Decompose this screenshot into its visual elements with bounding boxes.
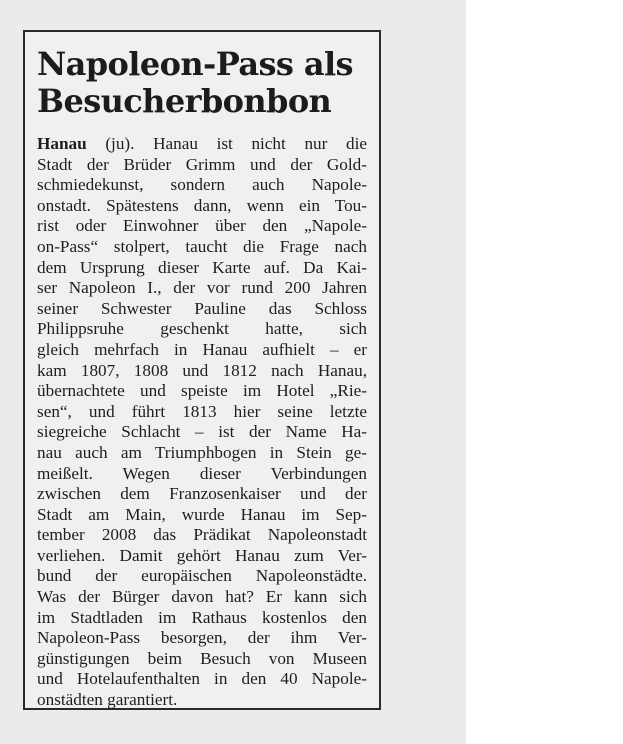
body-line: rist oder Einwohner über den „Napole- [37,216,367,236]
body-line: Stadt der Brüder Grimm und der Gold- [37,154,367,174]
headline-line: Napoleon-Pass als [37,45,353,83]
body-line: Philippsruhe geschenkt hatte, sich [37,319,367,339]
body-line: meißelt. Wegen dieser Verbindungen [37,463,367,483]
body-line: sen“, und führt 1813 hier seine letzte [37,401,367,421]
body-line: Stadt am Main, wurde Hanau im Sep- [37,504,367,524]
body-line: onstädten garantiert. [37,690,178,710]
body-line: tember 2008 das Prädikat Napoleonstadt [37,525,367,545]
body-line: verliehen. Damit gehört Hanau zum Ver- [37,545,367,565]
body-line: seiner Schwester Pauline das Schloss [37,298,367,318]
body-line: bund der europäischen Napoleonstädte. [37,566,367,586]
body-line: ser Napoleon I., der vor rund 200 Jahren [37,278,367,298]
article-body [37,134,367,711]
body-line: günstigungen beim Besuch von Museen [37,648,367,668]
dateline: Hanau [37,134,87,153]
headline-line: Besucherbonbon [37,82,332,120]
headline [37,46,367,120]
article-box [23,30,381,710]
body-line: Hanau (ju). Hanau ist nicht nur die [37,134,367,153]
body-line: siegreiche Schlacht – ist der Name Ha- [37,422,367,442]
body-line: kam 1807, 1808 und 1812 nach Hanau, [37,360,367,380]
body-line: gleich mehrfach in Hanau aufhielt – er [37,339,367,359]
body-line: übernachtete und speiste im Hotel „Rie- [37,381,367,401]
body-line: zwischen dem Franzosenkaiser und der [37,484,367,504]
body-line: und Hotelaufenthalten in den 40 Napole- [37,669,367,689]
body-line: Was der Bürger davon hat? Er kann sich [37,587,367,607]
body-line: im Stadtladen im Rathaus kostenlos den [37,607,367,627]
body-line: schmiedekunst, sondern auch Napole- [37,175,367,195]
body-line: on-Pass“ stolpert, taucht die Frage nach [37,236,367,256]
body-line: onstadt. Spätestens dann, wenn ein Tou- [37,195,367,215]
body-line: nau auch am Triumphbogen in Stein ge- [37,442,367,462]
body-line: dem Ursprung dieser Karte auf. Da Kai- [37,257,367,277]
body-line: Napoleon-Pass besorgen, der ihm Ver- [37,628,367,648]
